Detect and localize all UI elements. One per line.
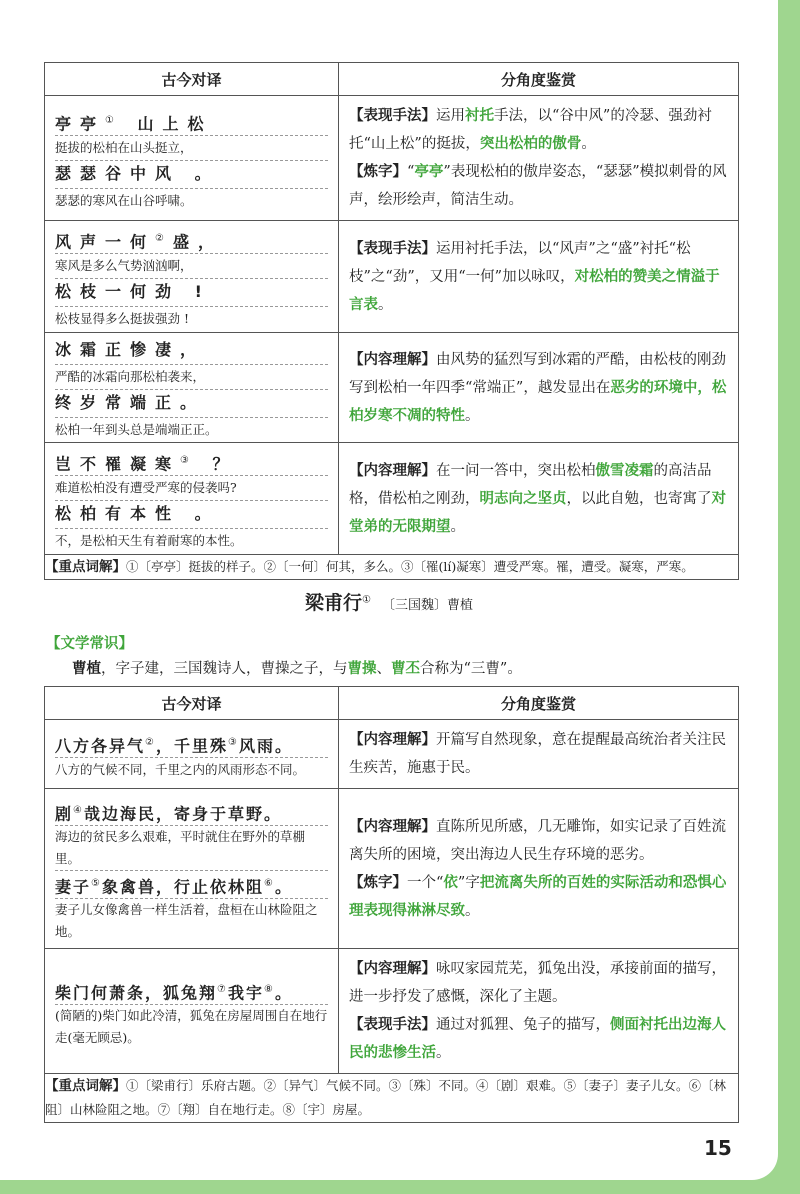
analysis-content: 【内容理解】在一问一答中，突出松柏傲雪凌霜的高洁品格，借松柏之刚劲，明志向之坚贞，以此自勉，也寄寓了对堂弟的无限期望。 <box>349 462 726 535</box>
table-row <box>45 949 739 1074</box>
poem-line: 剧④哉边海民，寄身于草野。 <box>55 798 328 826</box>
footnote-mark: ① <box>361 594 371 606</box>
literary-knowledge-text: 曹植，字子建，三国魏诗人，曹操之子，与曹操、曹丕合称为“三曹”。 <box>72 661 522 677</box>
translation-line: (简陋的)柴门如此冷清，狐兔在房屋周围自在地行走(毫无顾忌)。 <box>55 1008 328 1045</box>
footnote-mark: ⑧ <box>264 984 275 995</box>
table-row <box>45 221 739 333</box>
table-row <box>45 720 739 789</box>
poem-title: 梁甫行 <box>304 592 362 614</box>
poem-line: 冰霜正惨凄， <box>55 337 328 365</box>
keynote-cell: 【重点词解】①〔亭亭〕挺拔的样子。②〔一何〕何其，多么。③〔罹(lí)凝寒〕遭受严寒。罹，遭受。凝寒，严寒。 <box>45 555 739 580</box>
poem-cell <box>45 221 339 333</box>
poem-line: 亭亭① 山上松 <box>55 108 328 136</box>
header-translation: 古今对译 <box>45 63 339 96</box>
poem-line: 瑟瑟谷中风 。 <box>55 161 328 189</box>
table-row <box>45 96 739 221</box>
analysis-word: 【炼字】“亭亭”表现松柏的傲岸姿态，“瑟瑟”模拟刺骨的风声，绘形绘声，简洁生动。 <box>349 164 727 208</box>
footnote-mark: ② <box>145 737 156 748</box>
poem-cell <box>45 720 339 789</box>
footnote-mark: ③ <box>180 455 198 466</box>
translation-table-1 <box>44 62 739 580</box>
analysis-content: 【内容理解】直陈所见所感，几无雕饰，如实记录了百姓流离失所的困境，突出海边人民生存环境的恶劣。 <box>349 818 726 863</box>
poem-line: 岂不罹凝寒③ ？ <box>55 448 328 476</box>
translation-line: 松柏一年到头总是端端正正。 <box>55 422 218 437</box>
poem-author: 〔三国魏〕曹植 <box>382 598 474 613</box>
analysis-word: 【炼字】一个“依”字把流离失所的百姓的实际活动和恐惧心理表现得淋淋尽致。 <box>349 874 727 919</box>
analysis-technique: 【表现手法】通过对狐狸、兔子的描写，侧面衬托出边海人民的悲惨生活。 <box>349 1017 726 1061</box>
table-row <box>45 443 739 555</box>
translation-line: 八方的气候不同，千里之内的风雨形态不同。 <box>55 762 306 777</box>
footnote-mark: ④ <box>73 805 84 816</box>
poem-line: 柴门何萧条，狐兔翔⑦我宇⑧。 <box>55 977 328 1005</box>
poem-cell <box>45 949 339 1074</box>
poem-line: 八方各异气②，千里殊③风雨。 <box>55 730 328 758</box>
keynote-cell: 【重点词解】①〔梁甫行〕乐府古题。②〔异气〕气候不同。③〔殊〕不同。④〔剧〕艰难。⑤〔妻子〕妻子儿女。⑥〔林阻〕山林险阻之地。⑦〔翔〕自在地行走。⑧〔宇〕房屋。 <box>45 1074 739 1123</box>
translation-line: 挺拔的松柏在山头挺立， <box>55 136 328 161</box>
keynote-row <box>45 555 739 580</box>
analysis-cell <box>339 96 739 221</box>
poem-line: 妻子⑤象禽兽，行止依林阻⑥。 <box>55 871 328 899</box>
translation-line: 妻子儿女像禽兽一样生活着，盘桓在山林险阻之地。 <box>55 902 318 939</box>
footnote-mark: ⑥ <box>264 878 275 889</box>
table-row <box>45 789 739 949</box>
footnote-mark: ① <box>105 114 123 126</box>
analysis-cell <box>339 720 739 789</box>
poem-title-row <box>0 588 778 615</box>
header-translation: 古今对译 <box>45 687 339 720</box>
translation-line: 不，是松柏天生有着耐寒的本性。 <box>55 533 243 548</box>
poem-line: 终岁常端正。 <box>55 390 328 418</box>
literary-knowledge-label: 【文学常识】 <box>46 636 133 652</box>
translation-line: 松枝显得多么挺拔强劲 ! <box>55 311 189 326</box>
poem-line: 松枝一何劲 ! <box>55 279 328 307</box>
analysis-technique: 【表现手法】运用衬托手法，以“风声”之“盛”衬托“松枝”之“劲”，又用“一何”加以咏叹，对松柏的赞美之情溢于言表。 <box>349 240 720 313</box>
translation-line: 海边的贫民多么艰难，平时就住在野外的草棚里。 <box>55 826 328 871</box>
header-appreciation: 分角度鉴赏 <box>339 63 739 96</box>
poem-cell <box>45 96 339 221</box>
footnote-mark: ⑦ <box>217 984 228 995</box>
analysis-cell <box>339 443 739 555</box>
analysis-cell <box>339 333 739 443</box>
poem-line: 松柏有本性 。 <box>55 501 328 529</box>
translation-line: 瑟瑟的寒风在山谷呼啸。 <box>55 192 193 208</box>
analysis-content: 【内容理解】咏叹家园荒芜，狐兔出没，承接前面的描写，进一步抒发了感慨，深化了主题。 <box>349 961 726 1005</box>
translation-line: 难道松柏没有遭受严寒的侵袭吗? <box>55 476 328 501</box>
analysis-cell <box>339 221 739 333</box>
analysis-cell <box>339 789 739 949</box>
table-row <box>45 333 739 443</box>
translation-table-2 <box>44 686 739 1123</box>
poem-cell <box>45 443 339 555</box>
poem-line: 风声一何②盛， <box>55 226 328 254</box>
page-number: 15 <box>704 1136 732 1160</box>
analysis-cell <box>339 949 739 1074</box>
analysis-content: 【内容理解】开篇写自然现象，意在提醒最高统治者关注民生疾苦，施惠于民。 <box>349 732 726 776</box>
analysis-technique: 【表现手法】运用衬托手法，以“谷中风”的冷瑟、强劲衬托“山上松”的挺拔，突出松柏的傲骨。 <box>349 108 712 152</box>
header-appreciation: 分角度鉴赏 <box>339 687 739 720</box>
footnote-mark: ⑤ <box>91 878 102 889</box>
analysis-content: 【内容理解】由风势的猛烈写到冰霜的严酷，由松枝的刚劲写到松柏一年四季“常端正”，越发显出在恶劣的环境中，松柏岁寒不凋的特性。 <box>349 351 727 424</box>
translation-line: 寒风是多么气势汹汹啊， <box>55 254 328 279</box>
translation-line: 严酷的冰霜向那松柏袭来， <box>55 365 328 390</box>
poem-cell <box>45 333 339 443</box>
poem-cell <box>45 789 339 949</box>
keynote-row <box>45 1074 739 1123</box>
footnote-mark: ② <box>155 233 173 244</box>
footnote-mark: ③ <box>228 737 239 748</box>
